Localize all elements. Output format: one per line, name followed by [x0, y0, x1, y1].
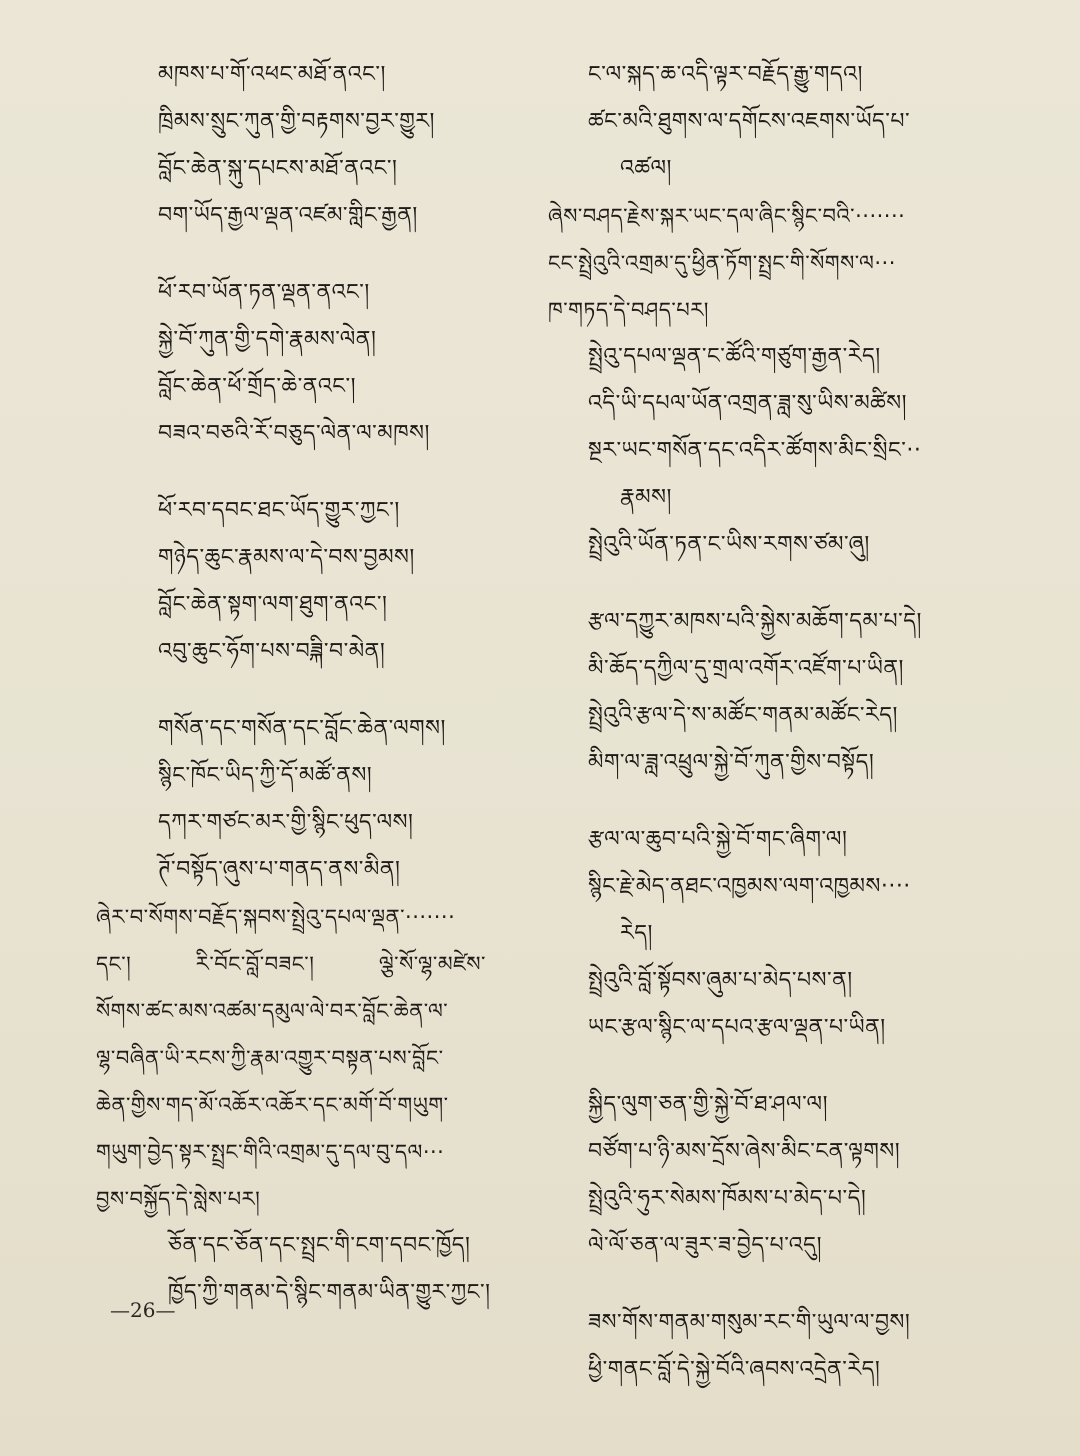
verse-line: ཁྱོད་ཀྱི་གནམ་དེ་སྙིང་གནམ་ཡིན་གྱུར་ཀྱང་། — [168, 1280, 491, 1305]
prose-fragment: ལྕེ་སོ་ལྷ་མཛེས་ — [378, 952, 486, 976]
verse-line: ཡང་རྩལ་སྙིང་ལ་དཔའ་རྩལ་ལྡན་པ་ཡིན། — [588, 1015, 886, 1040]
verse-line: བཙོག་པ་ཉི་མས་དྲོས་ཞེས་མིང་ངན་ལྟགས། — [588, 1139, 901, 1164]
prose-fragment: རི་བོང་བློ་བཟང་། — [195, 952, 315, 976]
verse-line: དཀར་གཙང་མར་གྱི་སྙིང་ཕུད་ལས། — [158, 810, 414, 835]
verse-line: རྩལ་ལ་ཆུབ་པའི་སྐྱེ་བོ་གང་ཞིག་ལ། — [588, 827, 848, 852]
verse-line: ཅོན་དང་ཅོན་དང་སྤྲང་གི་ངག་དབང་ཁྱོད། — [168, 1233, 471, 1258]
verse-line: སྤྲེའུ་དཔལ་ལྡན་ང་ཚོའི་གཙུག་རྒྱན་རེད། — [588, 344, 881, 369]
stanza-gap — [96, 684, 516, 714]
stanza-gap — [548, 1278, 988, 1308]
stanza-gap — [96, 248, 516, 278]
verse-line: ཟས་གོས་གནམ་གསུམ་རང་གི་ཡུལ་ལ་བྱས། — [588, 1310, 911, 1335]
verse-line: སྙིང་ཁོང་ཡིད་ཀྱི་དོ་མཚོ་ནས། — [158, 763, 373, 788]
stanza-gap — [548, 577, 988, 607]
verse-line: ཕྱི་གནང་བློ་དེ་སྐྱེ་བོའི་ཞབས་འདྲེན་རེད། — [588, 1357, 881, 1382]
verse-line: བློང་ཆེན་སྟག་ལག་ཐུག་ནའང་། — [158, 592, 388, 617]
verse-line: སྐྱིད་ལུག་ཅན་གྱི་སྐྱེ་བོ་ཐ་ཤལ་ལ། — [588, 1092, 828, 1117]
prose-line: ངང་སྤྲེའུའི་འགྲམ་དུ་ཕྱིན་ཏོག་སྤྲང་གི་སོགས་ལ··· — [548, 251, 896, 275]
verse-line: འདི་ཡི་དཔལ་ཡོན་འགྲན་ཟླ་སུ་ཡིས་མཚིས། — [588, 391, 908, 416]
verse-line: བཟའ་བཅའི་རོ་བཅུད་ལེན་ལ་མཁས། — [158, 421, 430, 446]
prose-line: ཆེན་གྱིས་གད་མོ་འཆོར་འཆོར་དང་མགོ་བོ་གཡུག་ — [96, 1093, 449, 1117]
verse-line: མཁས་པ་གོ་འཕང་མཐོ་ནའང་། — [158, 62, 386, 87]
prose-line: གཡུག་བྱེད་སྟར་སྤྲང་གིའི་འགྲམ་དུ་དལ་བུ་དལ··· — [96, 1140, 445, 1164]
verse-line: གསོན་དང་གསོན་དང་བློང་ཆེན་ལགས། — [158, 716, 446, 741]
verse-line: སྤྲེའུའི་རྩལ་དེ་ས་མཚོང་གནམ་མཚོང་རེད། — [588, 703, 898, 728]
verse-line: ལེ་ལོ་ཅན་ལ་ཟུར་ཟ་བྱེད་པ་འདུ། — [588, 1233, 822, 1258]
prose-line — [96, 949, 486, 979]
verse-line: བློང་ཆེན་ཕོ་གྲོད་ཆེ་ནའང་། — [158, 374, 356, 399]
verse-line: འབུ་ཆུང་ཧོག་པས་བཟྐི་བ་མེན། — [158, 639, 386, 664]
verse-line: སྤྲེའུའི་བློ་སྟོབས་ཞུམ་པ་མེད་པས་ན། — [588, 968, 853, 993]
verse-line: བློང་ཆེན་སྐུ་དཔངས་མཐོ་ནའང་། — [158, 156, 398, 181]
prose-line: སོགས་ཚང་མས་འཚམ་དམུལ་ལེ་བར་བློང་ཆེན་ལ་ — [96, 999, 449, 1023]
verse-continuation: རྣམས། — [620, 485, 672, 510]
verse-line: ཚང་མའི་ཐུགས་ལ་དགོངས་འཇགས་ཡོད་པ་ — [588, 109, 911, 134]
prose-fragment: དང་། — [96, 952, 132, 976]
verse-line: སྔར་ཡང་གསོན་དང་འདིར་ཚོགས་མིང་སྲིང་·· — [588, 438, 922, 463]
prose-line: བྱས་བསྐྱོད་དེ་སླེས་པར། — [96, 1187, 261, 1211]
verse-line: ཕོ་རབ་དབང་ཐང་ཡོད་གྱུར་ཀྱང་། — [158, 498, 400, 523]
verse-line: མི་ཆོད་དཀྱིལ་དུ་གྲལ་འགོར་འཛོག་པ་ཡིན། — [588, 656, 904, 681]
verse-line: ང་ལ་སྐད་ཆ་འདི་ལྟར་བརྗོད་རྒྱུ་གདའ། — [588, 62, 863, 87]
verse-continuation: འཚལ། — [620, 156, 672, 181]
prose-line: ལྷ་བཞིན་ཡི་རངས་ཀྱི་རྣམ་འགྱུར་བསྟན་པས་བློང་ — [96, 1046, 444, 1070]
right-column — [548, 60, 988, 1402]
prose-line: ཞེར་བ་སོགས་བརྗོད་སྐབས་སྤྲེའུ་དཔལ་ལྡན་······· — [96, 905, 456, 929]
stanza-gap — [548, 1060, 988, 1090]
prose-line: ཁ་གཏད་དེ་བཤད་པར། — [548, 298, 709, 322]
verse-line: བག་ཡོད་རྒྱལ་ལྡན་འཛམ་གླིང་རྒྱན། — [158, 203, 418, 228]
verse-line: མིག་ལ་ཟླ་འཕྲུལ་སྐྱེ་བོ་ཀུན་གྱིས་བསྟོད། — [588, 750, 875, 775]
verse-line: ཁྲིམས་སྲུང་ཀུན་གྱི་བརྟགས་བྱར་གྱུར། — [158, 109, 435, 134]
verse-line: ཊོ་བསྟོད་ཞུས་པ་གནད་ནས་མིན། — [158, 857, 401, 882]
verse-line: ཕོ་རབ་ཡོན་ཏན་ལྡན་ནའང་། — [158, 280, 370, 305]
verse-line: སྤྲེའུའི་ཡོན་ཏན་ང་ཡིས་རགས་ཙམ་ཞུ། — [588, 532, 870, 557]
left-column — [96, 60, 516, 1325]
verse-line: སྤྲེའུའི་ཧུར་སེམས་ཁོམས་པ་མེད་པ་དེ། — [588, 1186, 867, 1211]
page-number: —26— — [110, 1298, 176, 1322]
verse-line: སྙིང་རྗེ་མེད་ནཐང་འཁྱམས་ལག་འཁྱམས···· — [588, 874, 911, 899]
stanza-gap — [96, 466, 516, 496]
verse-line: སྐྱེ་བོ་ཀུན་གྱི་དགེ་རྣམས་ལེན། — [158, 327, 377, 352]
verse-continuation: རེད། — [620, 921, 653, 946]
stanza-gap — [548, 795, 988, 825]
verse-line: གཉེད་ཆུང་རྣམས་ལ་དེ་བས་བྱམས། — [158, 545, 415, 570]
prose-line: ཞེས་བཤད་རྗེས་སྐར་ཡང་དལ་ཞིང་སྙིང་བའི་······· — [548, 204, 906, 228]
verse-line: རྩལ་དཀྱུར་མཁས་པའི་སྐྱེས་མཆོག་དམ་པ་དེ། — [588, 609, 922, 634]
